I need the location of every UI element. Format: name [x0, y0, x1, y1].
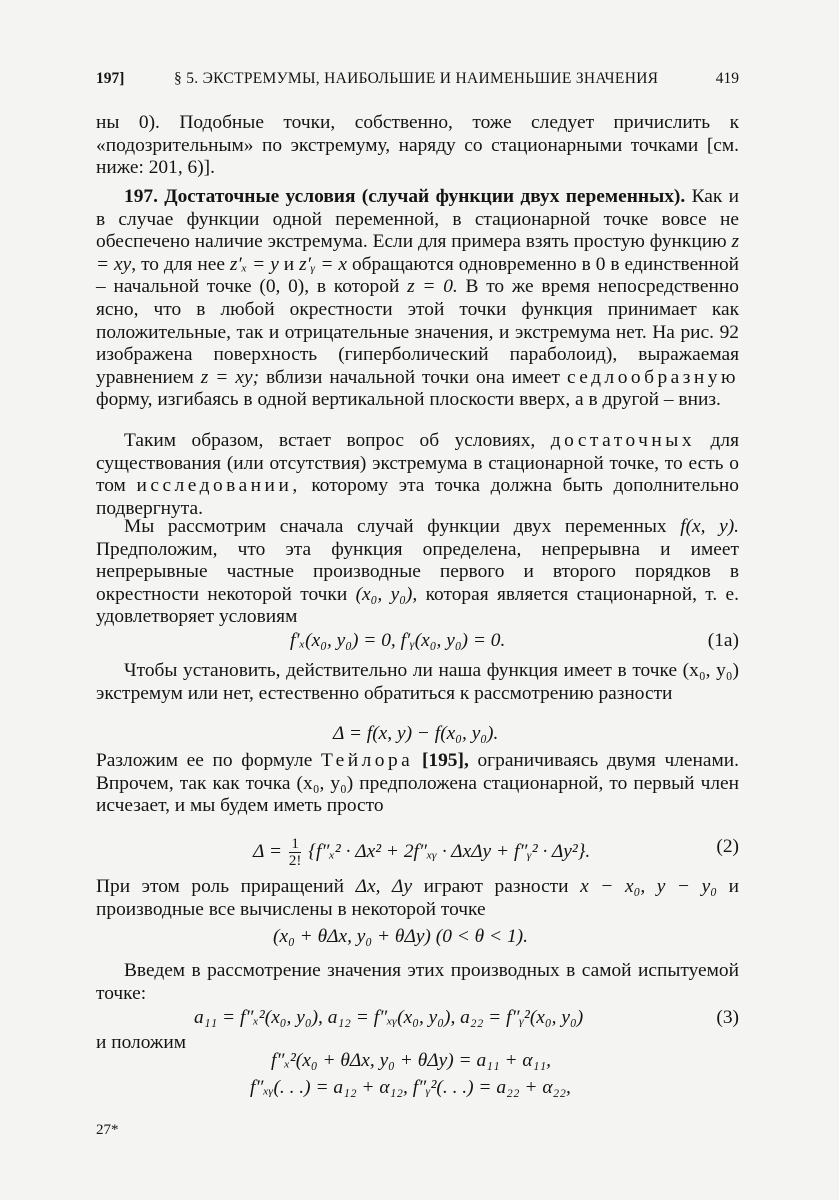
text-run: В то же время непосредственно ясно, что в любой окрестности этой точки функция принимает как положительные, так и отрицательные значения, и экстремума нет. На рис. 92 изображена поверхность (гиперболический параболоид), выражаемая уравнением: [96, 276, 739, 388]
text-run: Таким образом, встает вопрос об условиях,: [124, 430, 536, 451]
running-header: [96, 70, 739, 92]
paragraph-continuation: ны 0). Подобные точки, собственно, тоже следует причислить к «подозрительным» по экстремуму, наряду со стационарными точками [см. ниже: 201, 6)].: [96, 112, 739, 179]
formula-inline: z = xy: [96, 231, 739, 275]
text-run: форму, изгибаясь в одной вертикальной плоскости вверх, а в другой – вниз.: [96, 389, 721, 411]
text-run: Мы рассмотрим сначала случай функции двух переменных: [124, 516, 667, 537]
spaced-emphasis: достаточных: [550, 430, 696, 451]
fraction-numerator: 1: [289, 836, 302, 853]
formula-inline: x − x₀, y − y₀: [580, 876, 717, 897]
equation-3: a₁₁ = f″ₓ²(x₀, y₀), a₁₂ = f″ₓᵧ(x₀, y₀), a₂₂ = f″ᵧ²(x₀, y₀): [194, 1007, 584, 1028]
section-197: [96, 186, 739, 412]
text-run: для существования (или отсутствия) экстремума в стационарной точке, то есть о том: [96, 430, 739, 497]
equation-delta: Δ = f(x, y) − f(x₀, y₀).: [333, 723, 499, 744]
paragraph-two-variables: [96, 516, 739, 629]
fraction: [289, 836, 302, 869]
equation-point: (x₀ + θΔx, y₀ + θΔy) (0 < θ < 1).: [273, 926, 528, 947]
formula-inline: z′ᵧ = x: [299, 253, 348, 275]
fraction-denominator: 2!: [288, 853, 302, 869]
paragraph-difference: Чтобы установить, действительно ли наша функция имеет в точке (x₀, y₀) экстремум или нет, естественно обратиться к рассмотрению разности: [96, 660, 739, 704]
equation-1a-label: (1а): [707, 630, 739, 651]
text-run: и производные все вычислены в некоторой точке: [96, 876, 739, 920]
text-run: Разложим ее по формуле: [96, 750, 313, 771]
eq2-rhs: {f″ₓ² · Δx² + 2f″ₓᵧ · ΔxΔy + f″ᵧ² · Δy²}.: [308, 840, 591, 862]
equation-1a: f′ₓ(x₀, y₀) = 0, f′ᵧ(x₀, y₀) = 0.: [290, 630, 506, 651]
equation-4-line1: f″ₓ²(x₀ + θΔx, y₀ + θΔy) = a₁₁ + α₁₁,: [271, 1050, 551, 1071]
spaced-emphasis: исследовании,: [136, 475, 301, 497]
text-run: Предположим, что эта функция определена, непрерывна и имеет непрерывные частные производные первого и второго порядков в окрестности некоторой точки: [96, 538, 739, 605]
formula-inline: z = 0.: [407, 276, 458, 298]
formula-inline: f(x, y).: [680, 516, 739, 537]
section-heading: 197. Достаточные условия (случай функции двух переменных).: [124, 186, 686, 207]
text-run: ограничиваясь двумя членами. Впрочем, так как точка (x₀, y₀) предположена стационарной, то первый член исчезает, и мы будем иметь просто: [96, 750, 740, 817]
equation-2: [253, 836, 590, 869]
paragraph-increments: [96, 876, 739, 921]
equation-4-line2: f″ₓᵧ(. . .) = a₁₂ + α₁₂, f″ᵧ²(. . .) = a₂₂ + α₂₂,: [250, 1077, 571, 1098]
paragraph-conditions: [96, 430, 739, 520]
formula-inline: Δx, Δy: [355, 876, 413, 897]
spaced-emphasis: Тейлора: [321, 750, 414, 771]
equation-3-label: (3): [716, 1007, 739, 1028]
equation-2-label: (2): [716, 836, 739, 857]
formula-inline: z′ₓ = y: [229, 253, 279, 275]
text-run: и: [283, 253, 295, 275]
signature-mark: 27*: [96, 1122, 119, 1138]
text-run: обращаются одновременно в 0 в единственной – начальной точке (0, 0), в которой: [96, 253, 740, 298]
text-run: Как и в случае функции одной переменной, в стационарной точке вовсе не обеспечено наличие экстремума. Если для примера взять простую функцию: [96, 186, 739, 253]
text-run: , то для нее: [131, 253, 225, 275]
page-number: 419: [715, 70, 739, 87]
spaced-emphasis: седлообразную: [566, 366, 739, 388]
text-run: которая является стационарной, т. е. удовлетворяет условиям: [96, 583, 739, 628]
text-run: При этом роль приращений: [96, 876, 345, 897]
text-run: вблизи начальной точки она имеет: [266, 366, 560, 388]
paragraph-evaluate: Введем в рассмотрение значения этих производных в самой испытуемой точке:: [96, 960, 739, 1004]
paragraph-taylor: [96, 750, 739, 818]
header-section-number: 197]: [96, 70, 125, 87]
formula-inline: (x₀, y₀),: [355, 583, 418, 605]
eq2-lhs: Δ =: [253, 840, 282, 862]
header-title: § 5. ЭКСТРЕМУМЫ, НАИБОЛЬШИЕ И НАИМЕНЬШИЕ ЗНАЧЕНИЯ: [174, 70, 659, 87]
paragraph-set: и положим: [96, 1032, 186, 1053]
formula-inline: z = xy;: [200, 366, 260, 388]
text-run: играют разности: [423, 876, 569, 897]
text-run: которому эта точка должна быть дополнительно подвергнута.: [96, 475, 739, 519]
reference: [195],: [421, 750, 469, 771]
